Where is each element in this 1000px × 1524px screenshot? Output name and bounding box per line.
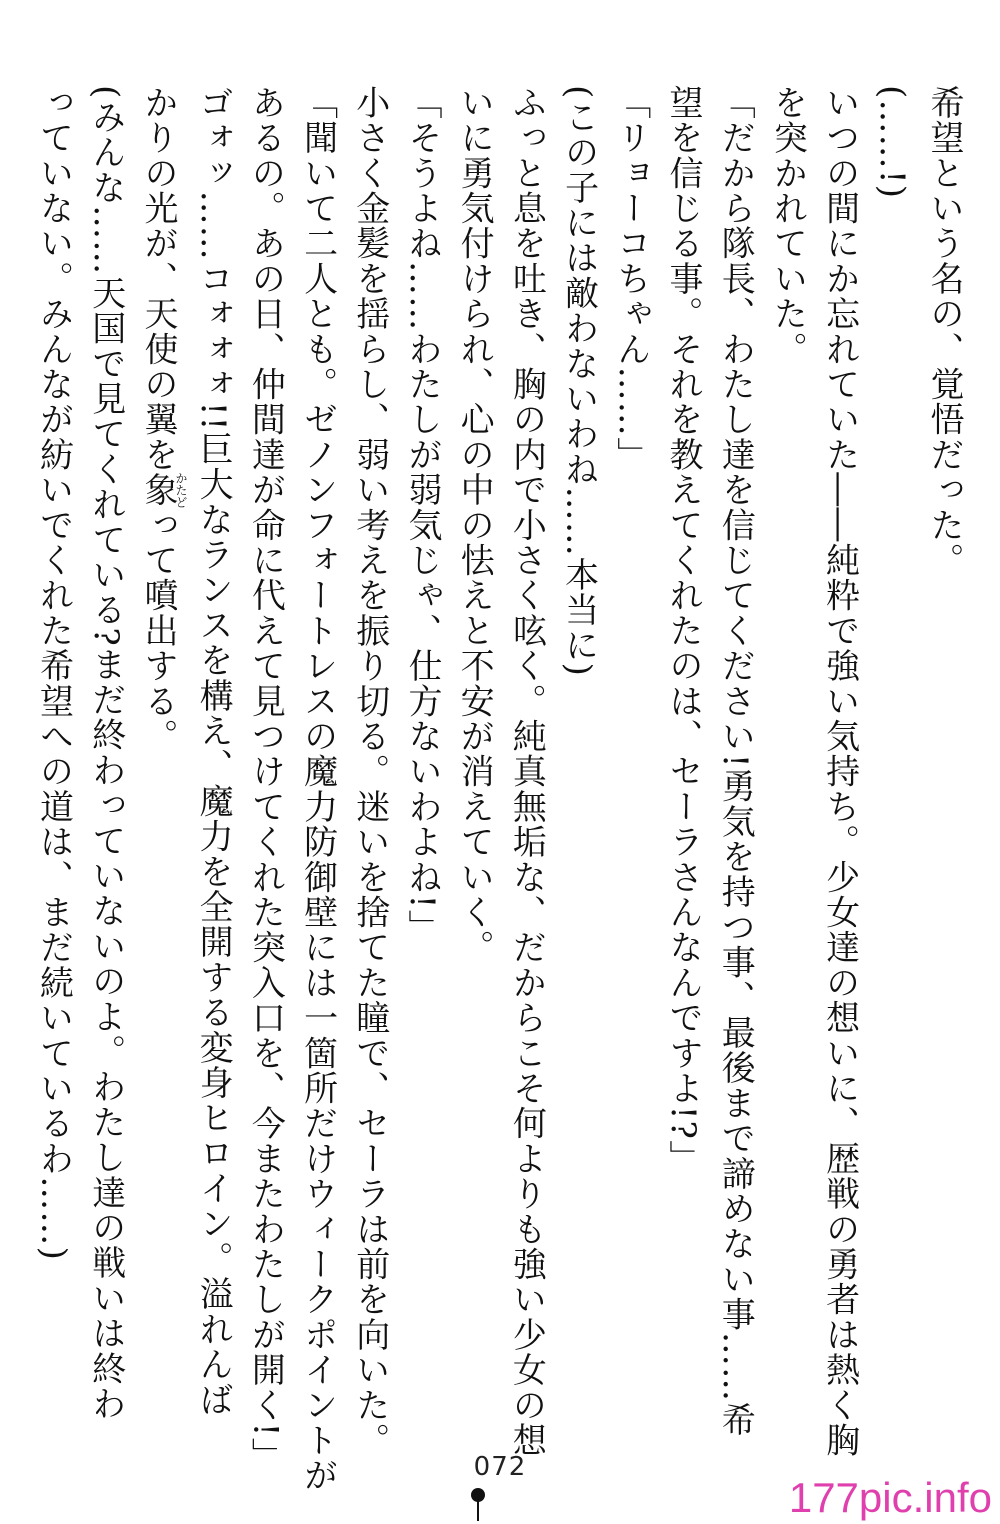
text-line-6: 望を信じる事。それを教えてくれたのは、セーラさんなんですよ!?」 xyxy=(662,85,703,1176)
text-line-7: 「リョーコちゃん……」 xyxy=(610,85,651,473)
text-line-13: 「聞いて二人とも。ゼノンフォートレスの魔力防御壁には一箇所だけウィークポイントが xyxy=(297,85,338,1493)
text-line-15: ゴォッ……コォォォ!!巨大なランスを構え、魔力を全開する変身ヒロイン。溢れんば xyxy=(193,85,234,1418)
text-line-2: (……!) xyxy=(871,85,912,200)
text-line-17: (みんな……天国で見てくれている?まだ終わっていないのよ。わたし達の戦いは終わ xyxy=(85,85,126,1422)
text-line-16-with-ruby xyxy=(132,85,187,1405)
ruby-line-before: かりの光が、天使の翼を xyxy=(137,85,178,473)
text-line-8: (この子には敵わないわね……本当に) xyxy=(558,85,599,678)
text-line-9: ふっと息を吐き、胸の内で小さく呟く。純真無垢な、だからこそ何よりも強い少女の想 xyxy=(506,85,547,1458)
page-marker-stem xyxy=(477,1501,479,1521)
watermark: 177pic.info xyxy=(788,1474,992,1521)
text-line-4: を突かれていた。 xyxy=(767,85,808,367)
ruby-annotation xyxy=(137,471,188,508)
text-line-5: 「だから隊長、わたし達を信じてください!勇気を持つ事、最後まで諦めない事……希 xyxy=(715,85,756,1438)
text-line-11: 「そうよね……わたしが弱気じゃ、仕方ないわよね!」 xyxy=(401,85,442,945)
page-number: 072 xyxy=(473,1452,527,1482)
text-line-12: 小さく金髪を揺らし、弱い考えを振り切る。迷いを捨てた瞳で、セーラは前を向いた。 xyxy=(349,85,390,1458)
ruby-line-after: って噴出する。 xyxy=(137,507,178,754)
ruby-reading: かたど xyxy=(173,471,188,508)
text-line-10: いに勇気付けられ、心の中の怯えと不安が消えていく。 xyxy=(454,85,495,966)
text-line-1: 希望という名の、覚悟だった。 xyxy=(924,85,964,578)
ruby-base: 象 xyxy=(137,471,178,508)
page-marker-dot-icon xyxy=(471,1488,485,1502)
text-line-14: あるの。あの日、仲間達が命に代えて見つけてくれた突入口を、今またわたしが開く!」 xyxy=(245,85,286,1473)
text-line-3: いつの間にか忘れていた――純粋で強い気持ち。少女達の想いに、歴戦の勇者は熱く胸 xyxy=(819,85,860,1458)
text-line-18: っていない。みんなが紡いでくれた希望への道は、まだ続いているわ……) xyxy=(33,85,74,1262)
